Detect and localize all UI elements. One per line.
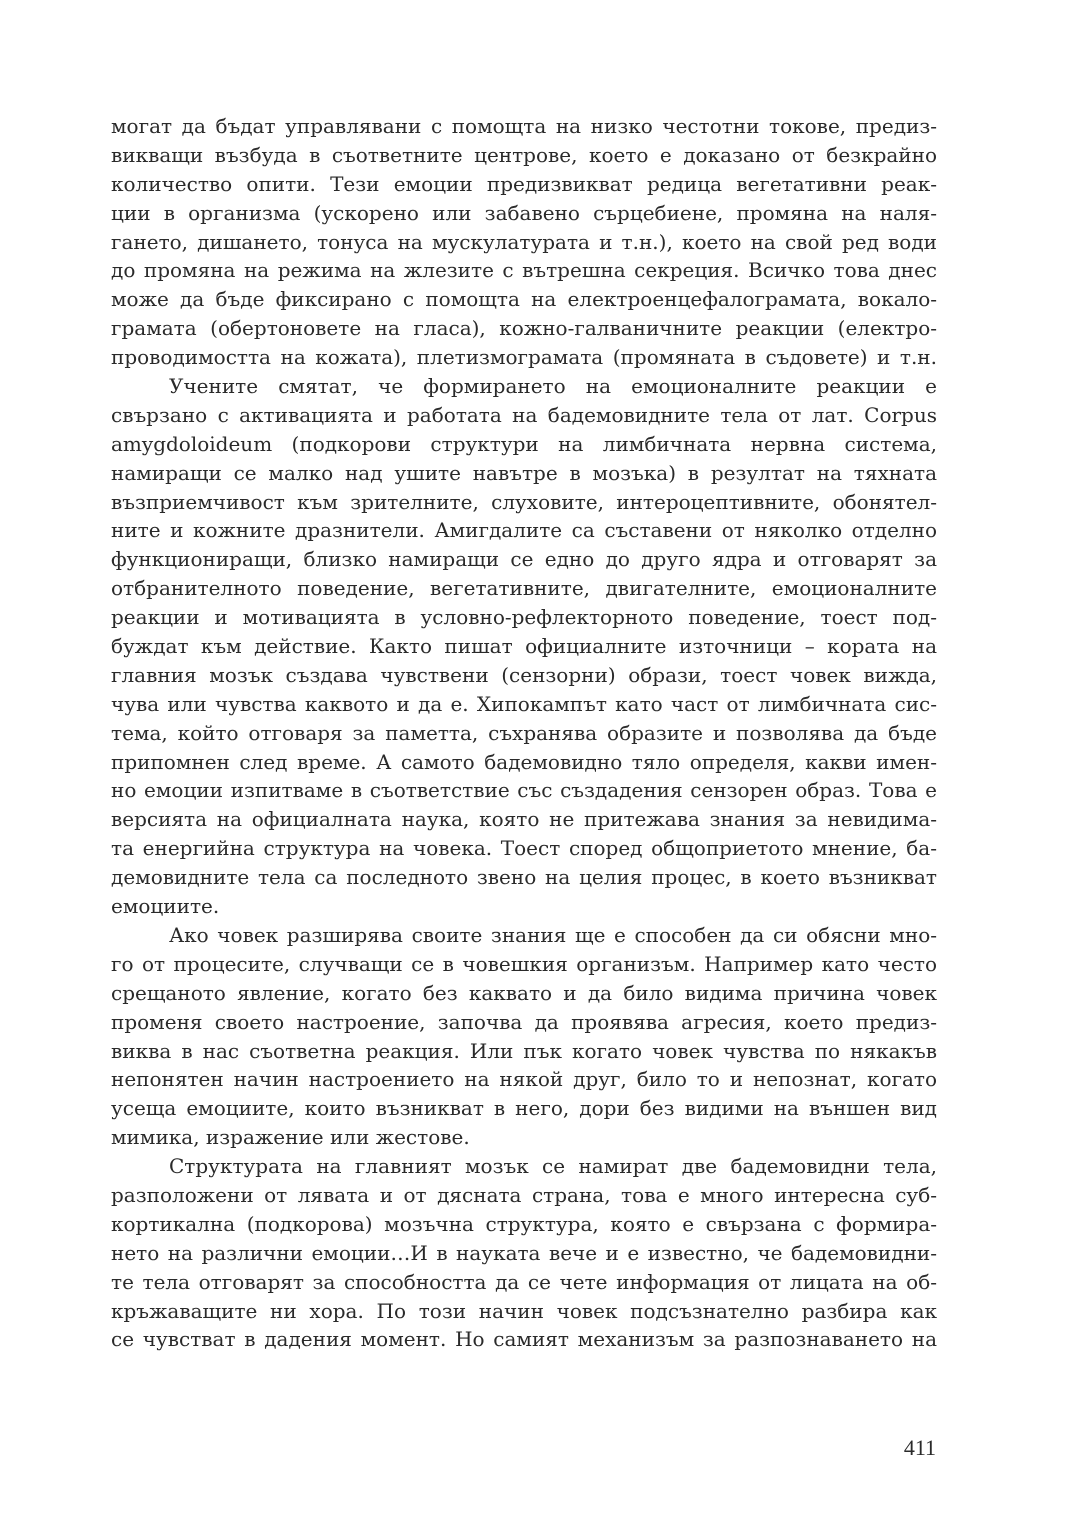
text-line: те тела отговарят за способността да се чете информация от лицата на об- xyxy=(111,1269,937,1294)
text-line: нето на различни емоции…И в науката вече и е известно, че бадемовидни- xyxy=(111,1240,937,1265)
text-line: припомнен след време. А самото бадемовидно тяло определя, какви имен- xyxy=(111,749,937,774)
text-line: буждат към действие. Както пишат официалните източници – кората на xyxy=(111,634,937,659)
text-line: amygdoloideum (подкорови структури на лимбичната нервна система, xyxy=(111,431,937,456)
page-number: 411 xyxy=(903,1435,936,1460)
text-line: може да бъде фиксирано с помощта на електроенцефалограмата, вокало- xyxy=(111,287,937,312)
text-line: главния мозък създава чувствени (сензорни) образи, тоест човек вижда, xyxy=(111,662,937,687)
text-line: виква в нас съответна реакция. Или пък когато човек чувства по някакъв xyxy=(111,1038,937,1063)
text-line: разположени от лявата и от дясната страна, това е много интересна суб- xyxy=(111,1182,937,1207)
text-line: гането, дишането, тонуса на мускулатурата и т.н.), което на свой ред води xyxy=(111,229,937,254)
text-line: количество опити. Тези емоции предизвикват редица вегетативни реак- xyxy=(111,171,937,196)
text-line: възприемчивост към зрителните, слуховите, интероцептивните, обонятел- xyxy=(111,489,937,514)
text-line: срещаното явление, когато без каквато и да било видима причина човек xyxy=(111,980,937,1005)
paragraph-first-line: Структурата на главният мозък се намират две бадемовидни тела, xyxy=(169,1154,937,1179)
text-line: викващи възбуда в съответните центрове, което е доказано от безкрайно xyxy=(111,142,937,167)
body-text xyxy=(111,112,937,1354)
text-line: могат да бъдат управлявани с помощта на низко честотни токове, предиз- xyxy=(111,114,937,138)
text-line: намиращи се малко над ушите навътре в мозъка) в резултат на тяхната xyxy=(111,460,937,485)
text-line: го от процесите, случващи се в човешкия организъм. Например като често xyxy=(111,951,937,976)
text-line: до промяна на режима на жлезите с вътрешна секреция. Всичко това днес xyxy=(111,258,937,283)
text-line: функциониращи, близко намиращи се едно до друго ядра и отговарят за xyxy=(111,547,937,572)
text-line: грамата (обертоновете на гласа), кожно-галваничните реакции (електро- xyxy=(111,316,937,341)
paragraph-last-line: мимика, изражение или жестове. xyxy=(111,1125,470,1150)
text-line: но емоции изпитваме в съответствие със създадения сензорен образ. Това е xyxy=(111,778,937,803)
paragraph-first-line: Учените смятат, че формирането на емоционалните реакции е xyxy=(169,374,937,399)
text-line: тема, който отговаря за паметта, съхранява образите и позволява да бъде xyxy=(111,720,937,745)
text-line: ции в организма (ускорено или забавено сърцебиене, промяна на наля- xyxy=(111,200,937,225)
text-line: проводимостта на кожата), плетизмограмата (промяната в съдовете) и т.н. xyxy=(111,345,937,370)
text-line: кортикална (подкорова) мозъчна структура, която е свързана с формира- xyxy=(111,1211,937,1236)
text-line: та енергийна структура на човека. Тоест според общоприетото мнение, ба- xyxy=(111,836,937,861)
text-line: се чувстват в дадения момент. Но самият механизъм за разпознаването на xyxy=(111,1327,937,1352)
text-line: чува или чувства каквото и да е. Хипокампът като част от лимбичната сис- xyxy=(111,691,937,716)
text-line: версията на официалната наука, която не притежава знания за невидима- xyxy=(111,807,937,832)
text-line: свързано с активацията и работата на бадемовидните тела от лат. Corpus xyxy=(111,402,937,427)
paragraph-last-line: емоциите. xyxy=(111,894,220,919)
text-line: отбранителното поведение, вегетативните, двигателните, емоционалните xyxy=(111,576,937,601)
text-line: променя своето настроение, започва да проявява агресия, което предиз- xyxy=(111,1009,937,1034)
paragraph-first-line: Ако човек разширява своите знания ще е способен да си обясни мно- xyxy=(169,922,937,947)
text-line: ните и кожните дразнители. Амигдалите са съставени от няколко отделно xyxy=(111,518,937,543)
text-line: непонятен начин настроението на някой друг, било то и непознат, когато xyxy=(111,1067,937,1092)
text-line: реакции и мотивацията в условно-рефлекторното поведение, тоест под- xyxy=(111,605,937,630)
text-line: кръжаващите ни хора. По този начин човек подсъзнателно разбира как xyxy=(111,1298,937,1323)
text-line: демовидните тела са последното звено на целия процес, в което възникват xyxy=(111,865,937,890)
text-line: усеща емоциите, които възникват в него, дори без видими на външен вид xyxy=(111,1096,937,1121)
